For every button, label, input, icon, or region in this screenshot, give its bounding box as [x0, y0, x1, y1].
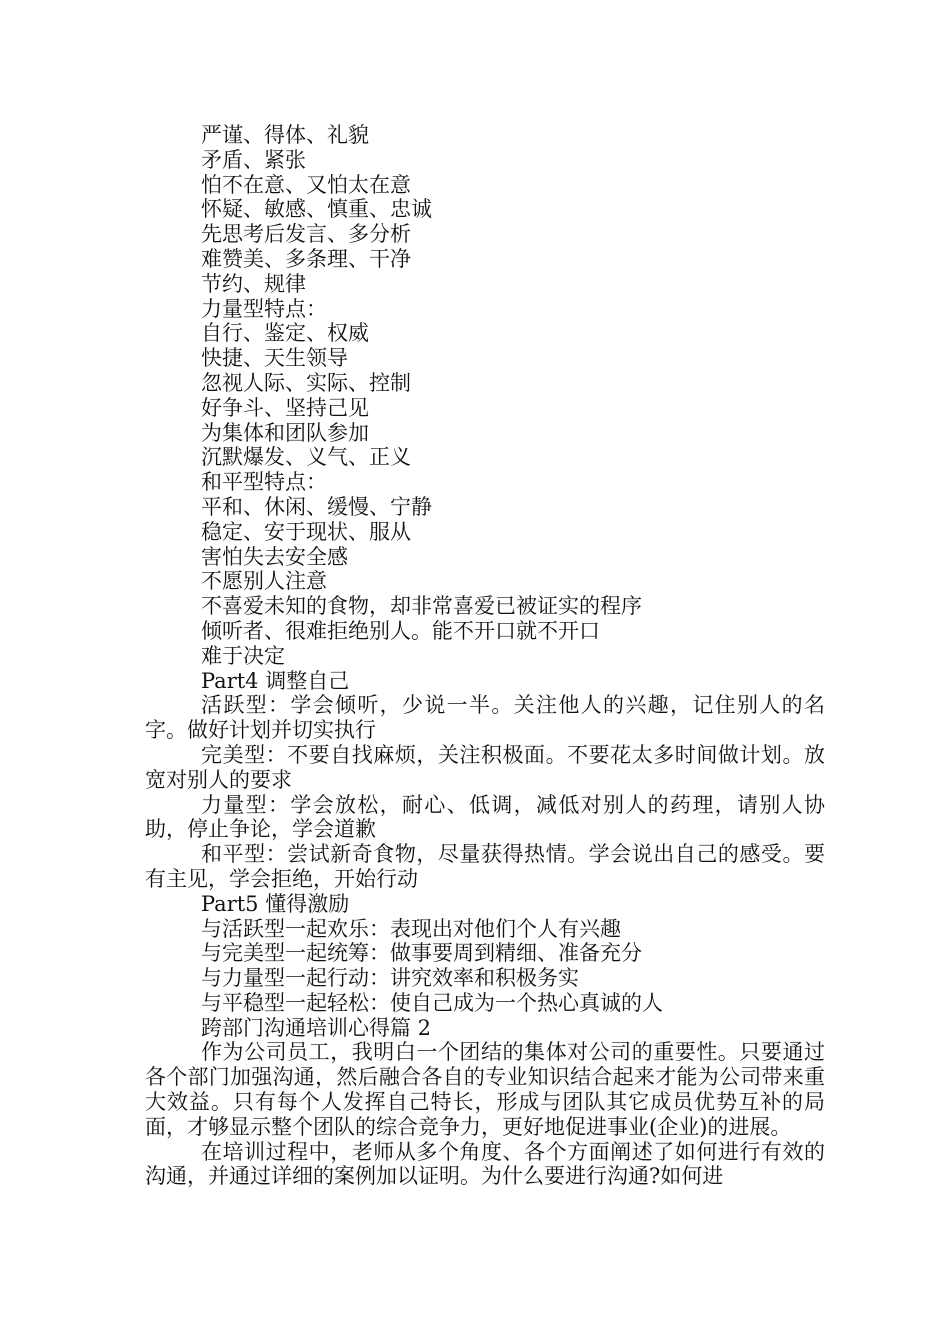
document-page	[145, 123, 825, 1189]
section-heading-power: 力量型特点：	[201, 296, 327, 321]
text-line: 与平稳型一起轻松：使自己成为一个热心真诚的人	[201, 990, 663, 1015]
section-heading-peace: 和平型特点：	[201, 470, 327, 495]
text-line: 难赞美、多条理、干净	[201, 246, 411, 271]
paragraph-body: 作为公司员工，我明白一个团结的集体对公司的重要性。只要通过各个部门加强沟通，然后融合各自的专业知识结合起来才能为公司带来重大效益。只有每个人发挥自己特长，形成与团队其它成员优势互补的局面，才够显示整个团队的综合竞争力，更好地促进事业(企业)的进展。	[145, 1040, 825, 1139]
text-line: 害怕失去安全感	[201, 544, 348, 569]
text-line: 与活跃型一起欢乐：表现出对他们个人有兴趣	[201, 916, 621, 941]
text-line: 节约、规律	[201, 271, 306, 296]
text-line: 矛盾、紧张	[201, 147, 306, 172]
text-line: 沉默爆发、义气、正义	[201, 445, 411, 470]
paragraph-body: 在培训过程中，老师从多个角度、各个方面阐述了如何进行有效的沟通，并通过详细的案例加以证明。为什么要进行沟通?如何进	[145, 1139, 825, 1189]
text-line: 怕不在意、又怕太在意	[201, 172, 411, 197]
paragraph-active: 活跃型：学会倾听，少说一半。关注他人的兴趣，记住别人的名字。做好计划并切实执行	[145, 693, 825, 743]
text-line: 自行、鉴定、权威	[201, 321, 369, 346]
text-line: 与完美型一起统筹：做事要周到精细、准备充分	[201, 941, 642, 966]
text-line: 倾听者、很难拒绝别人。能不开口就不开口	[201, 618, 600, 643]
text-line: 怀疑、敏感、慎重、忠诚	[201, 197, 432, 222]
text-line: 先思考后发言、多分析	[201, 222, 411, 247]
text-line: 与力量型一起行动：讲究效率和积极务实	[201, 966, 579, 991]
text-line: 稳定、安于现状、服从	[201, 519, 411, 544]
text-line: 严谨、得体、礼貌	[201, 123, 369, 147]
text-line: 好争斗、坚持己见	[201, 395, 369, 420]
article-title: 跨部门沟通培训心得篇 2	[201, 1015, 432, 1040]
text-line: 不喜爱未知的食物，却非常喜爱已被证实的程序	[201, 594, 642, 619]
text-line: 平和、休闲、缓慢、宁静	[201, 494, 432, 519]
paragraph-power: 力量型：学会放松，耐心、低调，减低对别人的药理，请别人协助，停止争论，学会道歉	[145, 792, 825, 842]
text-line: 不愿别人注意	[201, 569, 327, 594]
part4-heading: Part4 调整自己	[201, 668, 350, 693]
part5-heading: Part5 懂得激励	[201, 891, 350, 916]
text-line: 忽视人际、实际、控制	[201, 370, 411, 395]
text-line: 快捷、天生领导	[201, 346, 348, 371]
text-line: 难于决定	[201, 643, 285, 668]
paragraph-perfect: 完美型：不要自找麻烦，关注积极面。不要花太多时间做计划。放宽对别人的要求	[145, 742, 825, 792]
text-line: 为集体和团队参加	[201, 420, 369, 445]
paragraph-peace: 和平型：尝试新奇食物，尽量获得热情。学会说出自己的感受。要有主见，学会拒绝，开始行动	[145, 842, 825, 891]
